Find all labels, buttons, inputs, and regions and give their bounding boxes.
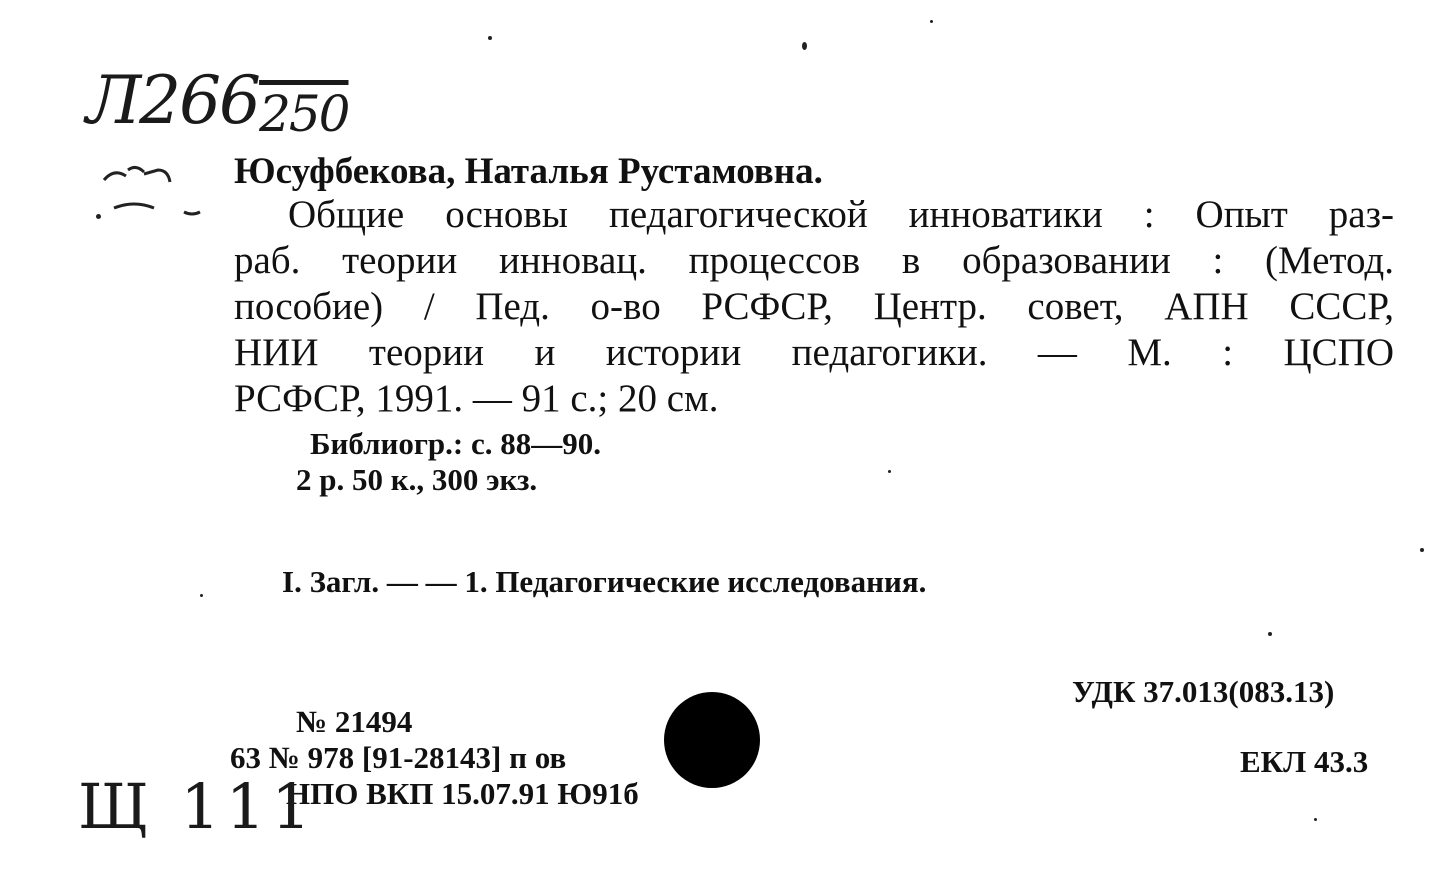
bibliography-note: Библиогр.: с. 88—90. bbox=[310, 426, 601, 461]
title-line-3: пособие) / Пед. о-во РСФСР, Центр. совет, АПН СССР, bbox=[234, 285, 1394, 328]
scan-speck bbox=[888, 470, 891, 473]
printer-line: НПО ВКП 15.07.91 Ю91б bbox=[286, 776, 639, 811]
scan-speck bbox=[488, 36, 492, 40]
scan-speck bbox=[930, 20, 933, 23]
scan-speck bbox=[1314, 818, 1317, 821]
scan-speck bbox=[1268, 632, 1272, 636]
ekl-code: ЕКЛ 43.3 bbox=[1240, 744, 1369, 779]
price-note: 2 р. 50 к., 300 экз. bbox=[296, 462, 538, 497]
punch-hole bbox=[664, 692, 760, 788]
title-line-1: Общие основы педагогической инноватики : Опыт раз- bbox=[288, 193, 1394, 236]
title-line-4: НИИ теории и истории педагогики. — М. : ЦСПО bbox=[234, 331, 1394, 374]
call-number-main: Л266 bbox=[86, 62, 260, 139]
udk-code: УДК 37.013(083.13) bbox=[1072, 674, 1335, 709]
scan-speck bbox=[200, 594, 203, 597]
call-number-sub: 250 bbox=[259, 85, 349, 143]
author-heading: Юсуфбекова, Наталья Рустамовна. bbox=[234, 151, 823, 192]
scan-speck bbox=[1420, 548, 1424, 552]
order-line: 63 № 978 [91-28143] п ов bbox=[230, 740, 567, 775]
handwritten-call-number bbox=[86, 62, 349, 143]
title-line-5: РСФСР, 1991. — 91 с.; 20 см. bbox=[234, 377, 719, 420]
handwritten-bottom-mark: Щ 111 bbox=[78, 770, 317, 843]
ink-smudge bbox=[84, 150, 224, 230]
title-line-2: раб. теории инновац. процессов в образовании : (Метод. bbox=[234, 239, 1394, 282]
card-number: № 21494 bbox=[296, 704, 413, 739]
scan-speck bbox=[802, 42, 807, 50]
subject-tracing: I. Загл. — — 1. Педагогические исследования. bbox=[282, 564, 927, 599]
